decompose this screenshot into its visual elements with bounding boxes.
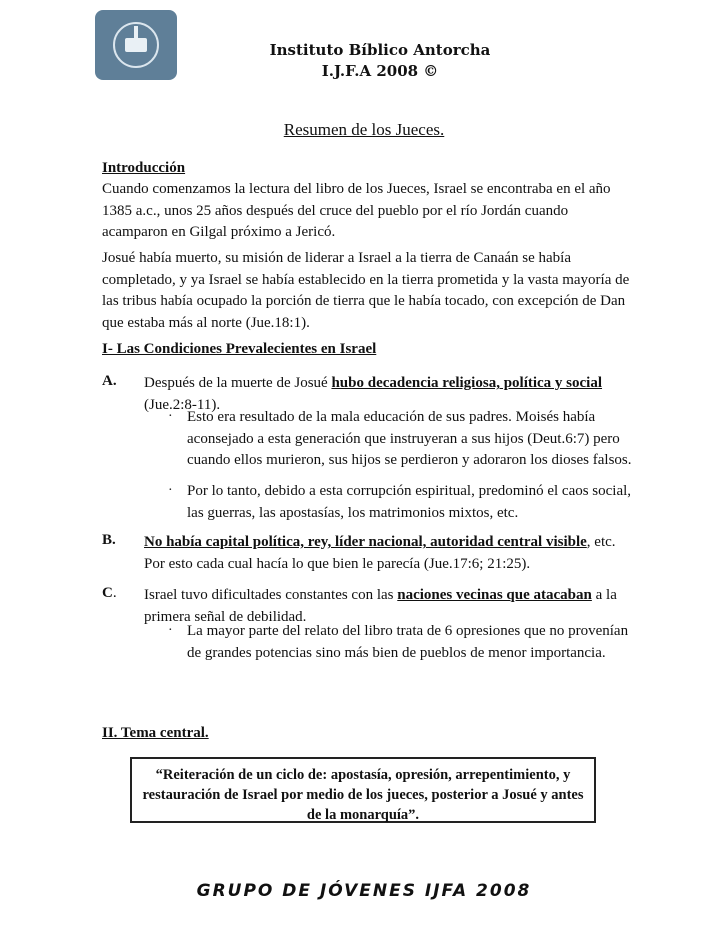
item-a-text-pre: Después de la muerte de Josué	[144, 375, 332, 391]
book-icon	[125, 38, 147, 52]
item-b-text	[144, 532, 632, 575]
item-a-letter: A.	[102, 373, 117, 389]
item-c-letter-suffix: .	[112, 585, 117, 601]
item-c-text-post: a la primera señal de debilidad.	[144, 587, 617, 625]
torch-icon	[134, 26, 138, 38]
institute-name: Instituto Bíblico Antorcha	[269, 41, 491, 59]
item-c-bullet-1: La mayor parte del relato del libro trata de 6 opresiones que no provenían de grandes potencias sino más bien de pueblos de menor importancia.	[187, 623, 629, 661]
footer-signature: GRUPO DE JÓVENES IJFA 2008	[196, 881, 532, 901]
item-b-letter: B.	[102, 532, 116, 548]
item-c-letter	[102, 585, 117, 602]
item-a-bullet-1: Esto era resultado de la mala educación de sus padres. Moisés había aconsejado a esta generación que instruyeran a sus hijos (Deut.6:7) pero cuando ellos murieron, sus hijos se perdieron y adoraron los dioses falsos.	[187, 409, 632, 468]
bullet-icon: ·	[168, 483, 173, 498]
item-c-emphasis: naciones vecinas que atacaban	[397, 587, 592, 603]
section-1-heading: I- Las Condiciones Prevalecientes en Israel	[102, 341, 377, 357]
institute-edition: I.J.F.A 2008 ©	[321, 62, 439, 80]
intro-paragraph-1: Cuando comenzamos la lectura del libro de los Jueces, Israel se encontraba en el año 1385 a.c., unos 25 años después del cruce del pueblo por el río Jordán cuando acamparon en Gilgal próximo a Jericó.	[102, 181, 611, 240]
item-a-emphasis: hubo decadencia religiosa, política y social	[331, 375, 603, 391]
item-b-text-post: , etc. Por esto cada cual hacía lo que bien le parecía (Jue.17:6; 21:25).	[144, 534, 616, 572]
central-theme-quote: “Reiteración de un ciclo de: apostasía, opresión, arrepentimiento, y restauración de Israel por medio de los jueces, posterior a Josué y antes de la monarquía”.	[130, 757, 596, 823]
document-title: Resumen de los Jueces.	[283, 120, 445, 139]
item-a-bullet-2: Por lo tanto, debido a esta corrupción espiritual, predominó el caos social, las guerras, las apostasías, los matrimonios mixtos, etc.	[187, 483, 632, 521]
item-a-text-post: (Jue.2:8-11).	[144, 396, 221, 413]
item-c-text-pre: Israel tuvo dificultades constantes con las	[144, 587, 398, 603]
bullet-icon: ·	[168, 409, 173, 424]
bullet-icon: ·	[168, 623, 173, 638]
section-2-heading: II. Tema central.	[102, 725, 209, 741]
item-c-letter-char: C	[102, 585, 113, 601]
intro-heading: Introducción	[102, 160, 186, 176]
institute-logo	[95, 10, 177, 80]
item-b-emphasis: No había capital política, rey, líder nacional, autoridad central visible	[144, 534, 587, 550]
intro-paragraph-2: Josué había muerto, su misión de liderar a Israel a la tierra de Canaán se había completado, y ya Israel se había establecido en la tierra prometida y la vasta mayoría de las tribus había ocupado la porción de tierra que le había tocado, con excepción de Dan que estaba más al norte (Jue.18:1).	[102, 250, 630, 331]
